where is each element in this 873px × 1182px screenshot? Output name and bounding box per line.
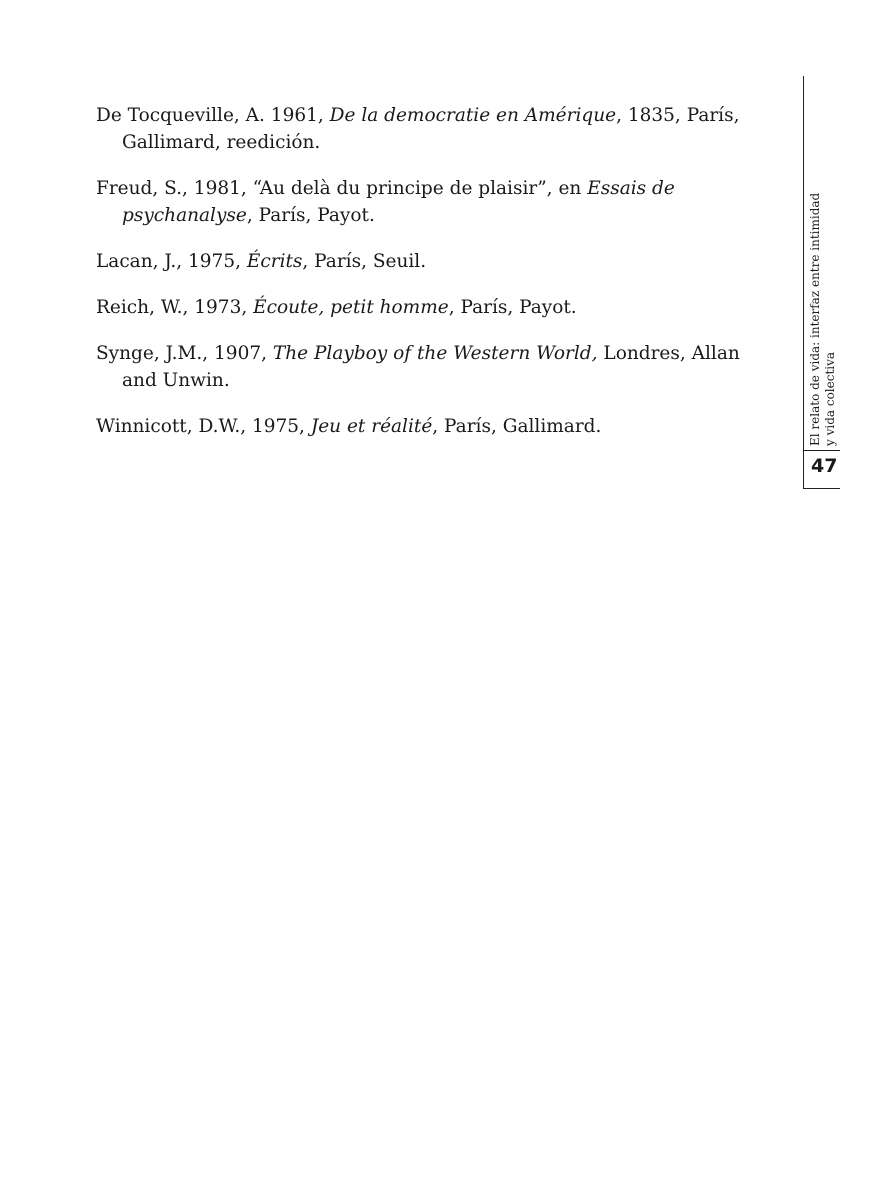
reference-publication: , París, Seuil. [302,251,427,272]
page-number: 47 [811,455,838,477]
reference-title: Jeu et réalité [310,416,433,437]
margin-rule-divider [803,450,840,451]
reference-publication: , París, Gallimard. [432,416,602,437]
reference-publication: , 1835, París, Gallimard, reedición. [122,105,740,153]
margin-rule-bottom [803,488,840,489]
reference-author-year: Freud, S., 1981, “Au delà du principe de plaisir”, en [96,178,588,199]
reference-title: Essais de psychanalyse [122,178,675,226]
running-head-line-2: y vida colectiva [823,351,837,446]
reference-title: Écrits [246,251,303,272]
reference-entry [96,294,776,321]
reference-author-year: Lacan, J., 1975, [96,251,247,272]
running-head [808,193,838,446]
margin-rule-vertical [803,76,804,488]
reference-author-year: Winnicott, D.W., 1975, [96,416,311,437]
reference-entry [96,175,776,229]
reference-entry [96,248,776,275]
reference-publication: , París, Payot. [246,205,375,226]
reference-publication: , París, Payot. [448,297,577,318]
reference-title: Écoute, petit homme [253,297,449,318]
reference-author-year: Synge, J.M., 1907, [96,343,273,364]
reference-entry [96,413,776,440]
reference-author-year: De Tocqueville, A. 1961, [96,105,330,126]
reference-entry [96,340,776,394]
reference-list [96,102,776,459]
reference-title: De la democratie en Amérique [329,105,617,126]
reference-entry [96,102,776,156]
reference-publication: Londres, Allan and Unwin. [122,343,740,391]
reference-author-year: Reich, W., 1973, [96,297,254,318]
reference-title: The Playboy of the Western World, [272,343,598,364]
running-head-line-1: El relato de vida: interfaz entre intimidad [808,192,822,446]
